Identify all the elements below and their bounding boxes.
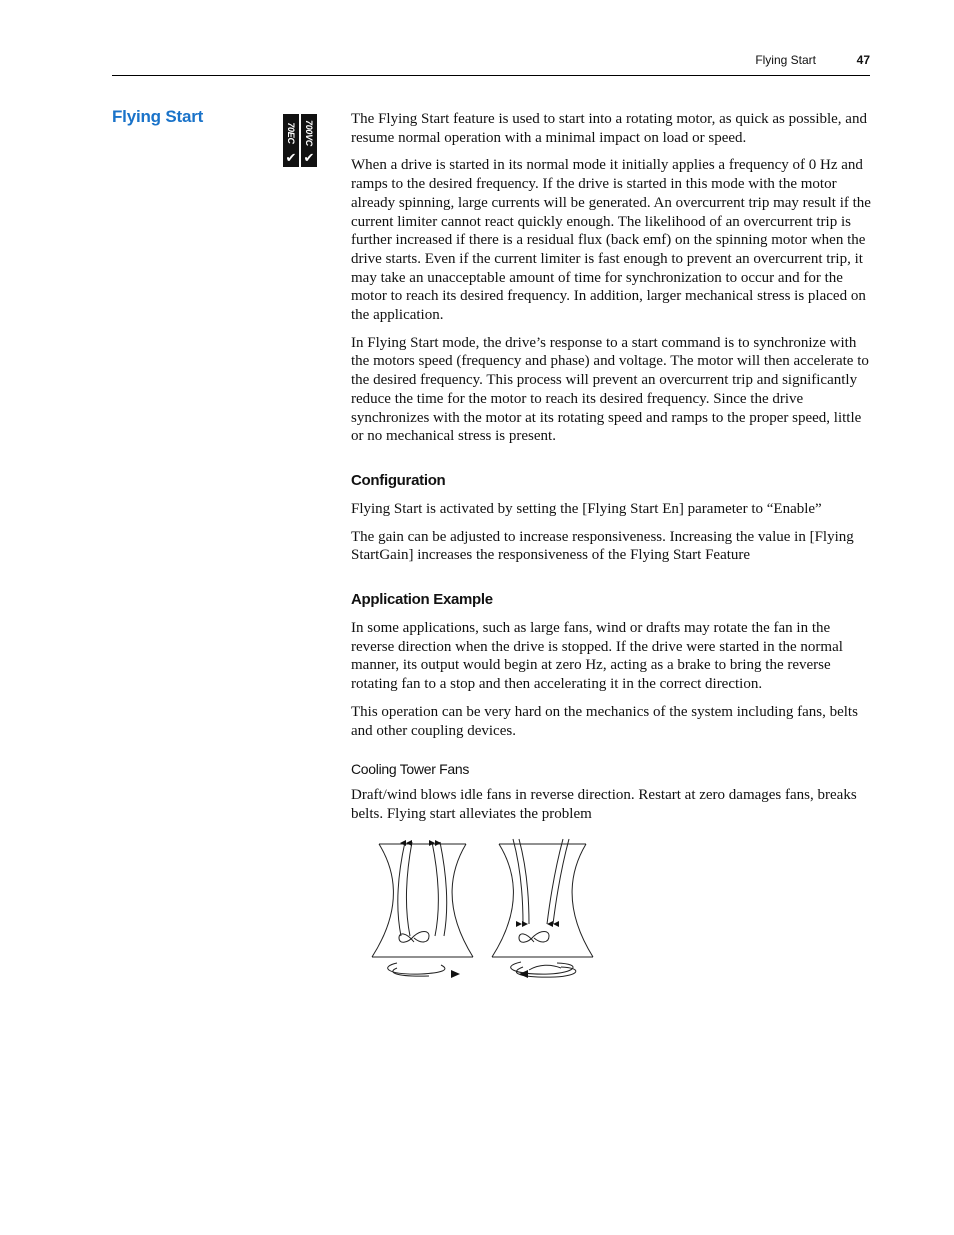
application-paragraph-2: This operation can be very hard on the mechanics of the system including fans, belts and other coupling devices. [351,703,858,739]
cooling-tower-heading: Cooling Tower Fans [351,761,470,778]
intro-paragraph-1: The Flying Start feature is used to start into a rotating motor, as quick as possible, and resume normal operation with a minimal impact on load or speed. [351,111,867,146]
badge-700vc [301,114,317,167]
cooling-tower-paragraph: Draft/wind blows idle fans in reverse direction. Restart at zero damages fans, breaks belts. Flying start alleviates the problem [351,787,857,822]
check-icon: ✔ [303,151,315,166]
cooling-tower-illustration [369,836,609,986]
product-badges [283,114,317,167]
main-content [351,110,871,991]
configuration-paragraph-2: The gain can be adjusted to increase responsiveness. Increasing the value in [Flying StartGain] increases the responsiveness of the Flying Start Feature [351,528,854,564]
header-rule [112,75,870,76]
tower-normal-icon [372,842,473,976]
section-title: Flying Start [112,107,204,126]
running-title: Flying Start [755,53,816,67]
cooling-tower-figure [369,836,871,991]
page-number: 47 [856,53,870,67]
badge-label: 700VC [304,119,314,147]
application-paragraph-1: In some applications, such as large fans, wind or drafts may rotate the fan in the reverse direction when the drive is stopped. If the drive were started in the normal manner, its output would begin at zero Hz, acting as a brake to bring the reverse rotating fan to a stop and then accelerating it in the correct direction. [351,620,843,693]
tower-reverse-icon [492,839,593,977]
intro-paragraph-3: In Flying Start mode, the drive’s response to a start command is to synchronize with the motors speed (frequency and phase) and voltage. The motor will then accelerate to the desired frequency. This process will prevent an overcurrent trip and significantly reduce the time for the motor to reach its desired frequency. Since the drive synchronizes with the motor at its rotating speed and ramps to the proper speed, little or no mechanical stress is present. [351,334,869,445]
check-icon: ✔ [285,151,297,166]
configuration-paragraph-1: Flying Start is activated by setting the [Flying Start En] parameter to “Enable” [351,500,822,517]
badge-70ec [283,114,299,167]
configuration-heading: Configuration [351,471,446,489]
application-example-heading: Application Example [351,591,493,609]
intro-paragraph-2: When a drive is started in its normal mode it initially applies a frequency of 0 Hz and ramps to the desired frequency. If the drive is started in this mode with the motor already spinning, large currents will be generated. An overcurrent trip may result if the current limiter cannot react quickly enough. The likelihood of an overcurrent trip is further increased if there is a residual flux (back emf) on the spinning motor when the drive starts. Even if the current limiter is fast enough to prevent an overcurrent trip, it may take an unacceptable amount of time for synchronization to occur and for the motor to reach its desired frequency. In addition, larger mechanical stress is placed on the application. [351,157,871,324]
badge-label: 70EC [286,122,296,144]
